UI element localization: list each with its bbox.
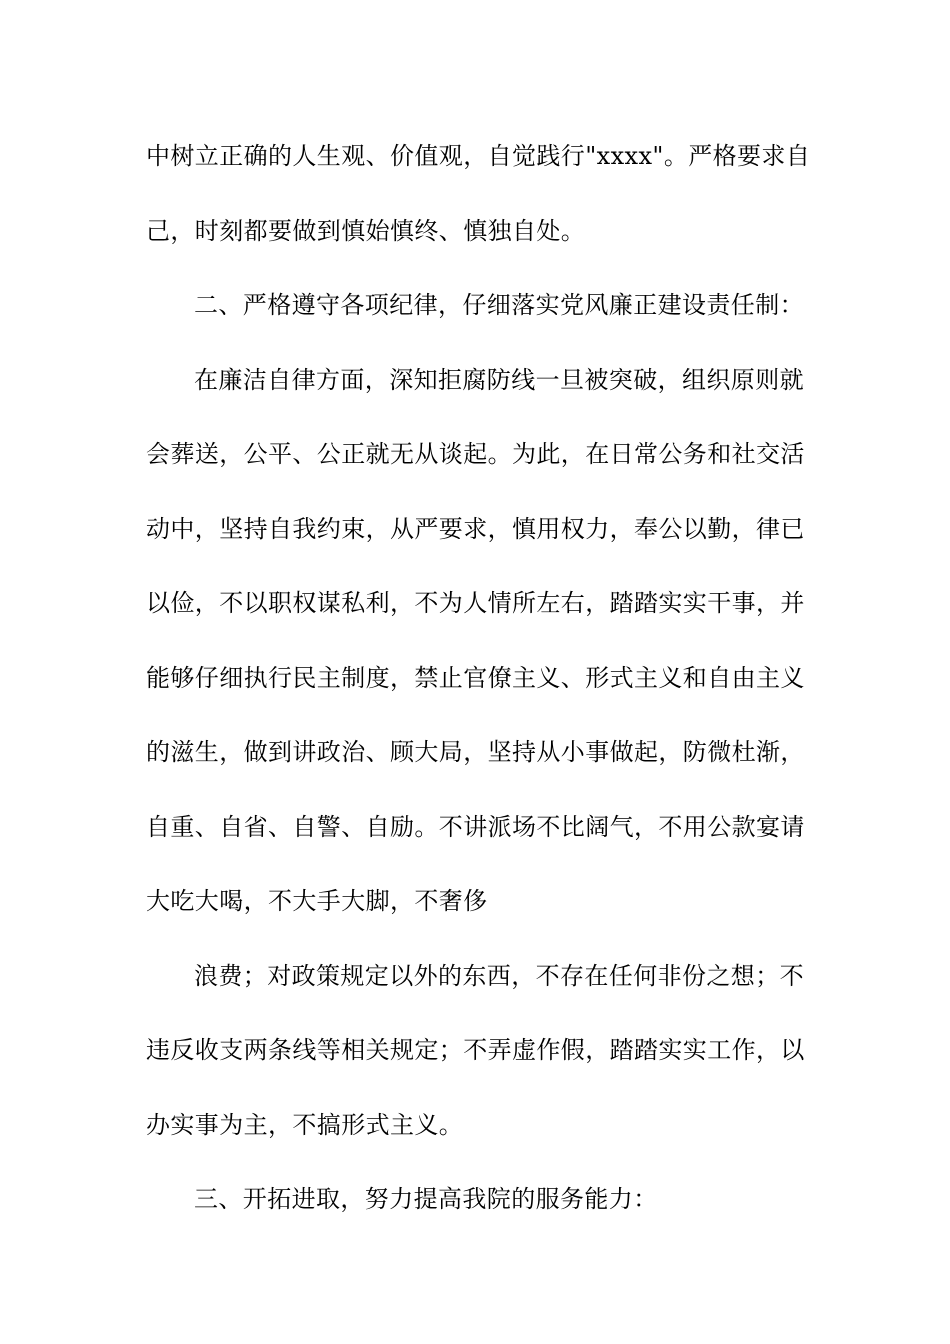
text-line: 的滋生，做到讲政治、顾大局，坚持从小事做起，防微杜渐， bbox=[146, 738, 805, 766]
text-line: 动中，坚持自我约束，从严要求，慎用权力，奉公以勤，律已 bbox=[146, 514, 805, 543]
text-line: 中树立正确的人生观、价值观，自觉践行"xxxx"。严格要求自 bbox=[146, 142, 811, 170]
text-line: 己，时刻都要做到慎始慎终、慎独自处。 bbox=[146, 216, 586, 245]
section-heading: 二、严格遵守各项纪律，仔细落实党风廉正建设责任制： bbox=[194, 291, 804, 319]
text-line: 自重、自省、自警、自励。不讲派场不比阔气，不用公款宴请 bbox=[146, 812, 805, 841]
text-line: 办实事为主，不搞形式主义。 bbox=[146, 1110, 464, 1139]
text-line: 浪费；对政策规定以外的东西，不存在任何非份之想；不 bbox=[194, 961, 804, 990]
section-heading: 三、开拓进取，努力提高我院的服务能力： bbox=[194, 1185, 658, 1213]
text-line: 违反收支两条线等相关规定；不弄虚作假，踏踏实实工作，以 bbox=[146, 1036, 805, 1064]
text-line: 在廉洁自律方面，深知拒腐防线一旦被突破，组织原则就 bbox=[194, 365, 804, 394]
text-line: 能够仔细执行民主制度，禁止官僚主义、形式主义和自由主义 bbox=[146, 663, 805, 692]
text-line: 大吃大喝，不大手大脚，不奢侈 bbox=[146, 887, 488, 915]
text-line: 以俭，不以职权谋私利，不为人情所左右，踏踏实实干事，并 bbox=[146, 589, 805, 617]
document-body bbox=[146, 119, 811, 1237]
text-line: 会葬送，公平、公正就无从谈起。为此，在日常公务和社交活 bbox=[146, 440, 805, 468]
